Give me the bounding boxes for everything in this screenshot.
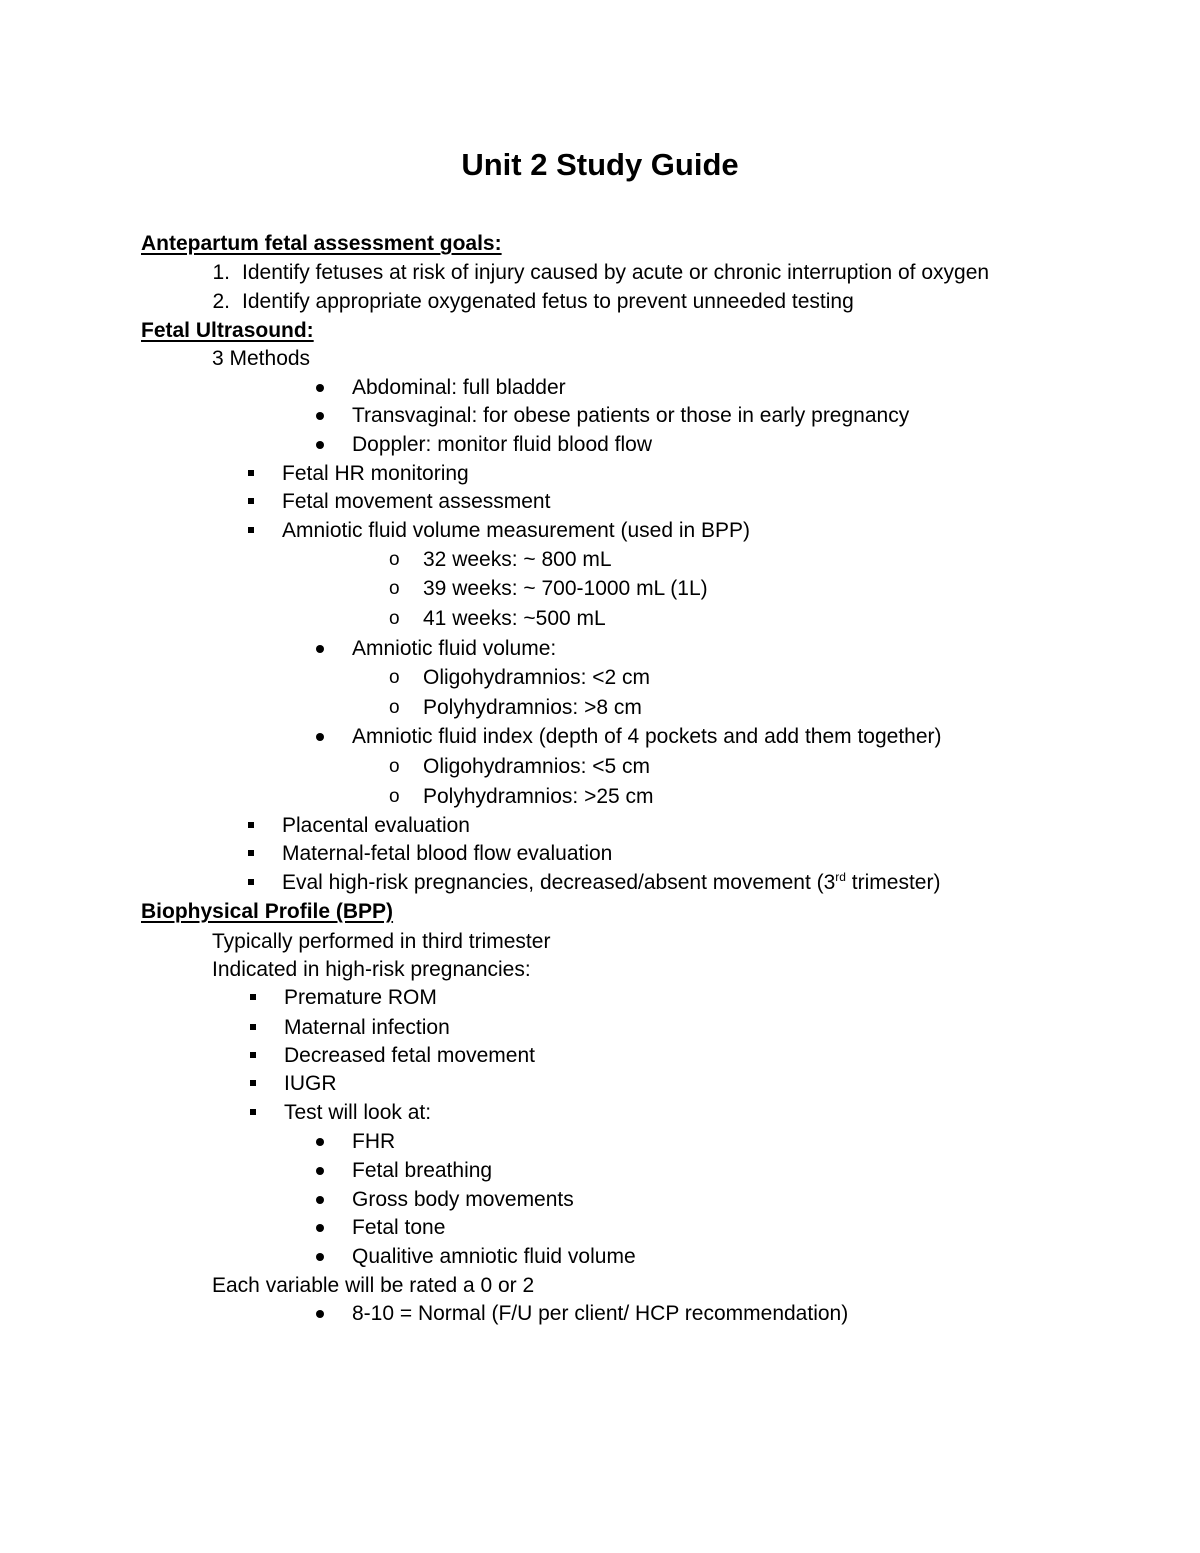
- sub-bullet-item: o 39 weeks: ~ 700-1000 mL (1L): [423, 574, 708, 603]
- section-heading-antepartum: Antepartum fetal assessment goals:: [141, 232, 502, 255]
- bullet-square-icon: [250, 1080, 256, 1086]
- bullet-square-icon: [248, 470, 254, 476]
- bullet-item: Amniotic fluid volume:: [352, 634, 556, 663]
- bullet-item: Fetal movement assessment: [282, 487, 550, 516]
- bullet-dot-icon: [316, 384, 324, 392]
- bullet-item: Decreased fetal movement: [284, 1041, 535, 1070]
- sub-bullet-item: o Oligohydramnios: <2 cm: [423, 663, 650, 692]
- bullet-circle-icon: o: [389, 608, 400, 629]
- bullet-dot-icon: [316, 441, 324, 449]
- bullet-dot-icon: [316, 645, 324, 653]
- bullet-item: FHR: [352, 1127, 395, 1156]
- bullet-square-icon: [248, 850, 254, 856]
- body-text: Typically performed in third trimester: [212, 930, 551, 953]
- body-text: Each variable will be rated a 0 or 2: [212, 1274, 535, 1297]
- item-text: Identify fetuses at risk of injury caused by acute or chronic interruption of oxygen: [242, 261, 990, 284]
- bullet-dot-icon: [316, 1167, 324, 1175]
- bullet-dot-icon: [316, 412, 324, 420]
- bullet-circle-icon: o: [389, 578, 400, 599]
- bullet-dot-icon: [316, 1253, 324, 1261]
- bullet-item: Premature ROM: [284, 983, 437, 1012]
- bullet-item: Amniotic fluid volume measurement (used in BPP): [282, 516, 750, 545]
- bullet-item: Doppler: monitor fluid blood flow: [352, 430, 652, 459]
- bullet-dot-icon: [316, 1224, 324, 1232]
- body-text: Indicated in high-risk pregnancies:: [212, 958, 531, 981]
- numbered-item: [208, 287, 854, 316]
- sub-bullet-item: o Polyhydramnios: >25 cm: [423, 782, 654, 811]
- bullet-square-icon: [248, 527, 254, 533]
- item-number: 2.: [212, 290, 230, 313]
- bullet-dot-icon: [316, 1138, 324, 1146]
- bullet-item: Gross body movements: [352, 1185, 574, 1214]
- bullet-circle-icon: o: [389, 549, 400, 570]
- bullet-circle-icon: o: [389, 786, 400, 807]
- item-text: Identify appropriate oxygenated fetus to prevent unneeded testing: [242, 290, 854, 313]
- bullet-dot-icon: [316, 1310, 324, 1318]
- sub-bullet-item: o Oligohydramnios: <5 cm: [423, 752, 650, 781]
- bullet-item: Transvaginal: for obese patients or those in early pregnancy: [352, 401, 909, 430]
- bullet-item: IUGR: [284, 1069, 337, 1098]
- sub-bullet-item: o 41 weeks: ~500 mL: [423, 604, 606, 633]
- item-number: 1.: [212, 261, 230, 284]
- bullet-square-icon: [248, 498, 254, 504]
- bullet-item: Placental evaluation: [282, 811, 470, 840]
- bullet-item: Test will look at:: [284, 1098, 431, 1127]
- section-heading-fetal-ultrasound: Fetal Ultrasound:: [141, 319, 314, 342]
- bullet-circle-icon: o: [389, 697, 400, 718]
- bullet-item: 8-10 = Normal (F/U per client/ HCP recommendation): [352, 1299, 848, 1328]
- body-text: 3 Methods: [212, 347, 311, 370]
- bullet-circle-icon: o: [389, 667, 400, 688]
- bullet-item: Eval high-risk pregnancies, decreased/absent movement (3rd trimester): [282, 868, 940, 897]
- bullet-dot-icon: [316, 1196, 324, 1204]
- page-title: Unit 2 Study Guide: [461, 147, 739, 182]
- bullet-dot-icon: [316, 733, 324, 741]
- bullet-item: Fetal HR monitoring: [282, 459, 469, 488]
- bullet-square-icon: [250, 994, 256, 1000]
- bullet-item: Amniotic fluid index (depth of 4 pockets and add them together): [352, 722, 942, 751]
- sub-bullet-item: o 32 weeks: ~ 800 mL: [423, 545, 612, 574]
- bullet-item: Fetal breathing: [352, 1156, 492, 1185]
- bullet-item: Abdominal: full bladder: [352, 373, 566, 402]
- bullet-square-icon: [250, 1109, 256, 1115]
- bullet-square-icon: [248, 822, 254, 828]
- bullet-item: Fetal tone: [352, 1213, 445, 1242]
- bullet-item: Maternal infection: [284, 1013, 450, 1042]
- bullet-square-icon: [250, 1052, 256, 1058]
- section-heading-biophysical-profile: Biophysical Profile (BPP): [141, 900, 394, 923]
- bullet-item: Maternal-fetal blood flow evaluation: [282, 839, 612, 868]
- bullet-square-icon: [250, 1024, 256, 1030]
- bullet-circle-icon: o: [389, 756, 400, 777]
- bullet-item: Qualitive amniotic fluid volume: [352, 1242, 636, 1271]
- sub-bullet-item: o Polyhydramnios: >8 cm: [423, 693, 642, 722]
- bullet-square-icon: [248, 879, 254, 885]
- numbered-item: [208, 258, 989, 287]
